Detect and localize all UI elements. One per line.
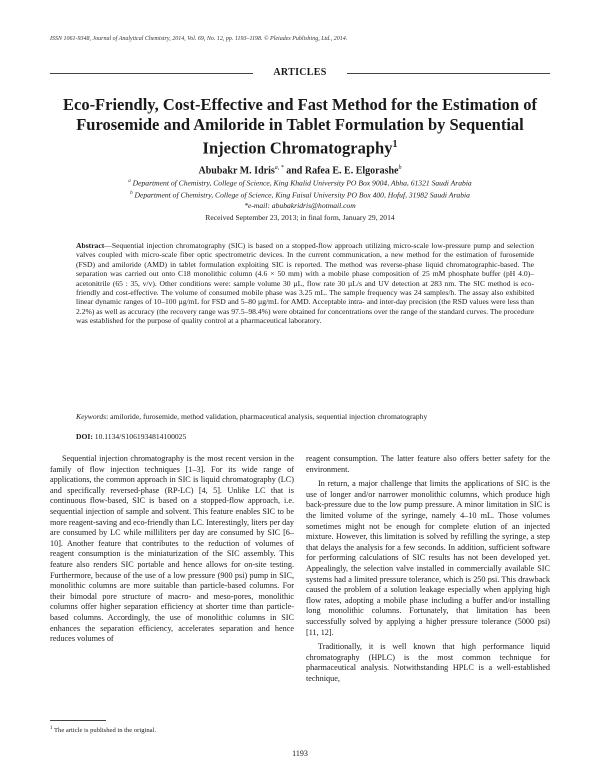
- doi-label: DOI:: [76, 432, 93, 441]
- abstract-text: —Sequential injection chromatography (SIC) is based on a stopped-flow approach utilizing micro-scale low-pressure pump and selection valves coupled with micro-scale fiber optic spectrometric devices. In the current communication, a new method for the estimation of furosemide (FSD) and amiloride (AMD) in tablet formulation exploiting SIC is reported. The method was reverse-phase liquid chromatographic-based. The separation was carried out onto C18 monolithic column (4.6 × 50 mm) with a mobile phase composition of 25 mM phosphate buffer (pH 4.0)–acetonitrile (65 : 35, v/v). Other conditions were: sample volume 30 µL, flow rate 30 µL/s and UV detection at 283 nm. The SIC method is eco-friendly and cost-effective. The volume of consumed mobile phase was 3.25 mL. The sample frequency was 24 samples/h. The assay also exhibited linear dynamic ranges of 10–100 µg/mL for FSD and 5–80 µg/mL for AMD. Acceptable intra- and inter-day precision (the RSD values were less than 2.2%) as well as accuracy (the recovery range was 97.5–98.4%) were obtained for concentrations over the range of the standard curves. The procedure was established for the purpose of quality control at a pharmaceutical laboratory.: [76, 241, 534, 326]
- author-name: Abubakr M. Idris: [198, 165, 275, 177]
- footnote: [50, 724, 294, 735]
- doi-link[interactable]: 10.1134/S1061934814100025: [92, 432, 187, 441]
- body-column-right: [306, 454, 550, 688]
- section-rule-right: [347, 73, 550, 74]
- section-heading: [50, 67, 550, 79]
- email-line: *e-mail: abubakridris@hotmail.com: [244, 201, 356, 210]
- abstract-label: Abstract: [76, 241, 105, 250]
- body-paragraph: Traditionally, it is well known that high performance liquid chromatography (HPLC) is the most common technique for pharmaceutical analysis. Notwithstanding HPLC is a well-established technique,: [306, 642, 550, 683]
- received-dates: Received September 23, 2013; in final form, January 29, 2014: [205, 213, 395, 222]
- affiliation: [50, 189, 550, 201]
- page-number: 1193: [292, 749, 308, 758]
- affiliation-mark: b: [130, 191, 133, 196]
- footnote-mark: 1: [50, 726, 53, 731]
- journal-header: ISSN 1061-9348, Journal of Analytical Chemistry, 2014, Vol. 69, No. 12, pp. 1193–1198. © Pleiades Publishing, Ltd., 2014.: [50, 36, 348, 42]
- footnote-rule: [50, 720, 106, 721]
- article-title-text: Eco-Friendly, Cost-Effective and Fast Method for the Estimation of Furosemide and Amiloride in Tablet Formulation by Sequential Injection Chromatography: [62, 95, 537, 158]
- footnote-text: The article is published in the original.: [52, 727, 157, 735]
- affiliation-mark: a: [128, 179, 131, 184]
- affiliation-text: Department of Chemistry, College of Science, King Khalid University PO Box 9004, Abha, 61321 Saudi Arabia: [130, 178, 472, 188]
- body-paragraph: Sequential injection chromatography is the most recent version in the family of flow injection techniques [1–3]. For its wide range of applications, the common approach in SIC is liquid chromatography (LC) and specifically reversed-phase (RP-LC) [4, 5]. Unlike LC that is continuous flow-based, SIC is based on a stopped-flow approach, i.e. sequential injection of sample and solvent. This feature enables SIC to be more reagent-saving and eco-friendly than LC. Interestingly, liters per day are consumed by LC while milliliters per day are consumed by SIC [6–10]. Another feature that contributes to the reduction of volumes of reagent consumption is the miniaturization of the SIC assembly. This feature also renders SIC portable and hence allows for on-site testing. Furthermore, because of the use of a low pressure (900 psi) pump in SIC, monolithic columns are more suitable than particle-based columns. For their bimodal pore structure of macro- and meso-pores, monolithic columns offer higher separation efficiency at shorter time than particle-based columns. Accordingly, the use of monolithic columns in SIC enhances the separation efficiency, accelerates separation and hence reduces volumes of: [50, 454, 294, 644]
- keywords: [76, 412, 534, 422]
- author-separator: and: [283, 165, 305, 177]
- author-name: Rafea E. E. Elgorashe: [304, 165, 399, 177]
- article-title: [50, 95, 550, 159]
- author-affil-mark: b: [398, 165, 402, 171]
- keywords-text: : amiloride, furosemide, method validation, pharmaceutical analysis, sequential injection chromatography: [106, 412, 428, 421]
- doi: [76, 432, 534, 442]
- author-list: [50, 162, 550, 177]
- affiliation-text: Department of Chemistry, College of Science, King Faisal University PO Box 400, Hofuf, 31982 Saudi Arabia: [132, 190, 470, 200]
- body-paragraph: reagent consumption. The latter feature also offers better safety for the environment.: [306, 454, 550, 474]
- affiliation: [50, 177, 550, 189]
- body-column-left: [50, 454, 294, 649]
- abstract: [76, 241, 534, 326]
- body-paragraph: In return, a major challenge that limits the applications of SIC is the use of longer and/or narrower monolithic columns, which produce high back-pressure due to the low pump pressure. A minor limitation in SIC is the limited volume of the syringe, namely 4–10 mL. Those volumes sometimes might not be enough for complete elution of an injected mixture. However, this limitation is solved by refilling the syringe, a step that delays the analysis for a few seconds. In addition, sufficient software for performing calculations of SIC results has not been developed yet. Appealingly, the selection valve installed in commercially available SIC systems had a limited pressure tolerance, which is 250 psi. This drawback caused the problem of a solution leakage especially when applying high flow rates, adopting a mobile phase including a buffer and/or installing long monolithic columns. Fortunately, that limitation has been successfully solved by applying a higher pressure tolerance (5000 psi) [11, 12].: [306, 479, 550, 637]
- author-affil-mark: a, *: [274, 165, 284, 171]
- section-label: ARTICLES: [273, 67, 327, 78]
- keywords-label: Keywords: [76, 412, 107, 421]
- title-footnote-mark: 1: [392, 139, 398, 150]
